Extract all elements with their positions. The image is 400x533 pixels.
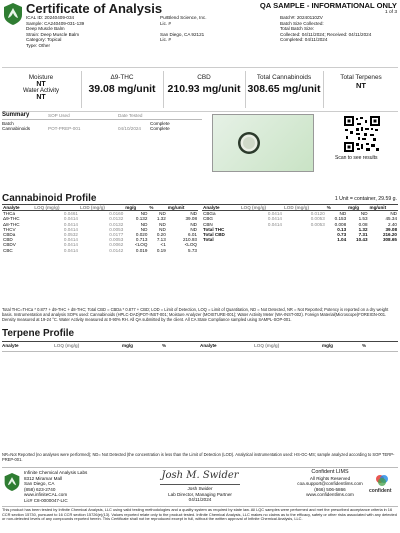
table-cell: 0.0142	[109, 247, 124, 253]
meta-line: Batch#: 20240110ZV	[280, 15, 323, 20]
summary-row-name: Cannabinoids	[2, 126, 31, 131]
table-cell: 0.0414	[63, 216, 78, 222]
col-loq: LOQ (mg/g)	[240, 205, 283, 211]
table-cell: 0.713	[135, 237, 148, 243]
table-cell: 1.32	[156, 216, 166, 222]
table-cell	[283, 237, 326, 242]
summary-row-date: 04/10/2024	[118, 126, 141, 131]
table-cell: 0.08	[358, 221, 368, 227]
meta-line: Lic. #	[160, 20, 171, 26]
moisture-label: Moisture	[28, 74, 54, 81]
meta-line: PurBlend Science, Inc.	[160, 15, 207, 20]
col-percent: %	[148, 205, 166, 211]
table-cell: 1.32	[358, 226, 368, 232]
confident-email-link[interactable]: coa.support@confidentlims.com	[297, 481, 363, 487]
table-cell: Total THC	[203, 226, 225, 232]
col-percent: %	[362, 343, 367, 348]
table-cell: ND	[140, 221, 148, 227]
table-cell: ND	[159, 211, 166, 217]
bottom-note: NR=Not Reported (no analyses were performed); ND= Not Detected (the concentration is less than the Limit of Detection (LOD). Analytical instrumentation used: HS-GC-MS; sample analyzed according to SOP TERP-PREP-001.	[2, 452, 395, 462]
table-cell: ND	[190, 211, 197, 217]
table-cell: 0.13	[337, 226, 347, 232]
qr-code-icon[interactable]	[344, 116, 380, 152]
lab-address-line: San Diego, CA	[24, 481, 55, 487]
client-meta	[160, 15, 206, 43]
table-cell: 0.0132	[109, 221, 124, 227]
col-analyte: Analyte	[2, 343, 19, 348]
date-tested-header: Date Tested	[118, 113, 143, 118]
cannabinoid-right-body	[202, 211, 398, 243]
col-lod: LOD (mg/g)	[79, 205, 124, 211]
col-analyte: Analyte	[200, 343, 217, 348]
total-terpenes-cell	[324, 68, 398, 111]
meta-line: Batch Size Collected:	[280, 20, 324, 26]
table-row	[2, 248, 198, 253]
confident-lims-block	[290, 470, 370, 498]
table-cell: 0.0414	[63, 242, 78, 248]
table-cell: 0.132	[135, 216, 148, 222]
cannabinoid-table-right	[202, 205, 398, 242]
table-cell: 39.08	[185, 216, 197, 222]
table-row	[202, 237, 398, 242]
table-cell: CBC	[3, 247, 13, 253]
terpene-profile-title: Terpene Profile	[2, 328, 75, 339]
meta-line: Total Batch Size:	[280, 26, 315, 32]
table-cell: ND	[360, 211, 368, 217]
water-activity-value: NT	[36, 94, 46, 101]
table-cell: Δ8-THC	[3, 221, 20, 227]
table-cell	[240, 237, 283, 242]
table-cell: 0.0414	[267, 211, 282, 217]
col-mgg: mg/g	[322, 343, 333, 348]
table-cell: 45.34	[385, 216, 397, 222]
product-photo	[212, 114, 314, 172]
table-cell: 10.43	[356, 237, 368, 243]
total-terpenes-label: Total Terpenes	[340, 74, 382, 81]
page-number: 1 of 3	[384, 10, 397, 15]
cannabinoid-left-body	[2, 211, 198, 253]
cannabinoid-table-left	[2, 205, 198, 253]
signature: Josh M. Swider	[161, 470, 239, 481]
table-cell: ND	[140, 226, 148, 232]
table-cell: 0.0132	[109, 216, 124, 222]
sop-used-header: SOP Used	[48, 113, 70, 118]
col-mgunit: mg/unit	[167, 205, 198, 211]
col-lod: LOD (mg/g)	[283, 205, 326, 211]
meta-line: Type: Other	[26, 42, 51, 48]
table-cell: 0.0053	[109, 226, 124, 232]
col-analyte: Analyte	[2, 205, 33, 211]
table-cell: ND	[190, 221, 197, 227]
table-cell: 0.0053	[109, 237, 124, 243]
table-cell: 0.0414	[63, 247, 78, 253]
table-cell: 0.0177	[109, 232, 124, 238]
table-cell: 0.019	[135, 247, 148, 253]
table-cell: 0.153	[334, 216, 347, 222]
table-cell: 0.0414	[267, 216, 282, 222]
cbd-value: 210.93 mg/unit	[167, 83, 241, 95]
lab-address-line: Lic# C8-0000047-LIC	[24, 497, 68, 503]
table-cell: 2.40	[388, 221, 397, 227]
col-mgg: mg/g	[122, 343, 133, 348]
meta-line: Sample: CA240409-031-139	[26, 20, 85, 26]
thc-label: Δ9-THC	[110, 74, 134, 81]
table-cell: 0.0414	[63, 237, 78, 243]
total-terpenes-value: NT	[356, 81, 366, 90]
col-percent: %	[326, 205, 347, 211]
table-cell: Total CBD	[203, 232, 225, 238]
scan-caption: Scan to see results	[335, 155, 378, 161]
lab-address-line: 8312 Miramar Mall	[24, 475, 63, 481]
table-cell: 0.0062	[109, 242, 124, 248]
lab-address-line: (858) 623-2740	[24, 486, 56, 492]
table-cell: 0.0053	[310, 221, 325, 227]
meta-line: Lic. #	[160, 37, 171, 43]
table-cell: 0.20	[156, 232, 166, 238]
lab-name: Infinite Chemical Analysis Labs	[24, 470, 88, 475]
col-mgg: mg/g	[347, 205, 368, 211]
col-loq: LOQ (mg/g)	[254, 343, 280, 348]
meta-line: Deep Muscle Balm	[26, 26, 65, 32]
table-cell: 0.0414	[63, 226, 78, 232]
col-loq: LOQ (mg/g)	[33, 205, 79, 211]
balm-jar-icon	[213, 115, 313, 171]
results-summary	[2, 67, 398, 112]
lab-website-link[interactable]: www.infiniteCAL.com	[24, 492, 68, 498]
table-cell: 0.0160	[109, 211, 124, 217]
confident-logo-icon	[374, 473, 390, 487]
table-cell: ND	[339, 211, 347, 217]
table-cell: CBD	[3, 237, 13, 243]
table-cell: ND	[140, 211, 148, 217]
meta-line: Collected: 04/11/2024; Received: 04/11/2024	[280, 31, 372, 37]
table-cell: 0.0053	[310, 216, 325, 222]
confident-line: (866) 506-5866	[314, 486, 346, 492]
batch-meta	[280, 15, 371, 43]
table-cell: ND	[190, 226, 197, 232]
total-cannabinoids-label: Total Cannabinoids	[256, 74, 312, 81]
meta-line: San Diego, CA 92121	[160, 31, 205, 37]
table-cell: THCV	[3, 226, 16, 232]
cannabinoid-footnote: Total THC=THCa * 0.877 + d9-THC + d8-THC; Total CBD = CBDa * 0.877 + CBD; LOD = Limit of Detection, LOQ = Limit of Quantitation, ND = Not Detected, NR = Not Reported; Potency is reported on a dry weight basis. Instrumentation and analysis SOPs used: Cannabinoids (HPLC-DAD)POT-INST-001; Moisture Analyzer (MOISTURE-001); Water Activity Meter (WA-INST-002). Foreign Material(Microscope)FOREIGN-001. Density measured at 19-24 °C. Water Activity measured at 0-90% RH. All QA submitted by the client. All CA State Compliance sampled using SAMPL-SOP-001.	[2, 307, 389, 322]
table-cell: 0.008	[334, 221, 347, 227]
summary-row-sop: POT-PREP-001	[48, 126, 81, 131]
table-cell: CBG	[203, 216, 213, 222]
table-cell: 6.01	[188, 232, 197, 238]
lab-logo-icon	[3, 472, 21, 492]
confident-line: All Rights Reserved	[309, 475, 351, 481]
total-cannabinoids-value: 308.65 mg/unit	[247, 83, 321, 95]
confident-brand: confident	[369, 488, 392, 494]
table-cell: 7.31	[358, 232, 368, 238]
table-cell: CBN	[203, 221, 213, 227]
meta-line: Completed: 04/11/2024	[280, 37, 328, 43]
thc-cell	[82, 68, 162, 111]
table-cell: 1.04	[337, 237, 347, 243]
lab-contact	[24, 470, 87, 504]
confident-title: Confident LIMS	[311, 469, 349, 475]
page-title: Certificate of Analysis	[26, 1, 163, 16]
col-mgg: mg/g	[124, 205, 148, 211]
total-cannabinoids-cell	[246, 68, 322, 111]
table-cell: Δ9-THC	[3, 216, 20, 222]
thc-value: 39.08 mg/unit	[88, 83, 156, 95]
unit-note: 1 Unit = container, 29.59 g.	[334, 196, 397, 202]
summary-row-status: Complete	[150, 126, 170, 131]
signer-block	[140, 486, 260, 503]
table-cell: 0.0414	[267, 221, 282, 227]
table-cell: 0.73	[337, 232, 347, 238]
table-cell: CBGa	[203, 211, 216, 217]
summary-row-name: Batch	[2, 121, 14, 126]
moisture-value: NT	[36, 81, 46, 88]
summary-title: Summary	[2, 112, 30, 118]
table-cell: <LOQ	[184, 242, 197, 248]
table-cell: 0.020	[135, 232, 148, 238]
table-cell: ND	[390, 211, 397, 217]
table-cell: 7.13	[156, 237, 166, 243]
qa-banner: QA SAMPLE - INFORMATIONAL ONLY	[259, 1, 397, 10]
disclaimer: This product has been tested by Infinite Chemical Analysis, LLC using valid testing methodologies and a quality system as required by state law. All LQC samples were performed and met the prescribed acceptance criteria in 16 CCR section 15730, pursuant to 16 CCR section 15726(e)(13). Values reported relate only to the product tested. Infinite Chemical Analysis, LLC makes no claims as to the efficacy, safety or other risks associated with any detected or non-detected levels of any compounds reported herein. This Certificate shall not be reproduced except in full, without the written approval of Infinite Chemical Analysis, LLC.	[2, 507, 397, 522]
table-cell: CBDa	[3, 232, 16, 238]
meta-line: ICAL ID: 20240409-034	[26, 15, 75, 20]
cbd-label: CBD	[197, 74, 211, 81]
lab-logo-icon	[2, 2, 24, 26]
table-cell: <LOQ	[135, 242, 148, 248]
confident-website-link[interactable]: www.confidentlims.com	[306, 492, 354, 498]
meta-line: Category: Topical	[26, 37, 62, 43]
table-cell: 0.19	[156, 247, 166, 253]
col-mgunit: mg/unit	[369, 205, 398, 211]
table-cell: 308.65	[382, 237, 397, 243]
summary-row-status: Complete	[150, 121, 170, 126]
table-cell: 0.0414	[63, 221, 78, 227]
col-percent: %	[162, 343, 167, 348]
table-cell: Total	[203, 237, 214, 243]
table-cell: 1.53	[358, 216, 368, 222]
cbd-cell	[164, 68, 244, 111]
cannabinoid-profile-title: Cannabinoid Profile	[2, 193, 97, 204]
table-cell: THCa	[3, 211, 15, 217]
meta-line: Strain: Deep Muscle Balm	[26, 31, 80, 37]
signer-title: Lab Director, Managing Partner	[168, 491, 232, 497]
table-cell: 0.0120	[310, 211, 325, 217]
moisture-cell	[2, 68, 80, 111]
table-cell: ND	[159, 221, 166, 227]
sign-date: 04/11/2024	[188, 497, 212, 503]
table-cell: 0.0461	[63, 211, 78, 217]
table-cell: 210.93	[182, 237, 197, 243]
table-cell: ND	[159, 226, 166, 232]
table-cell: 216.20	[382, 232, 397, 238]
col-loq: LOQ (mg/g)	[54, 343, 80, 348]
signer-name: Josh Swider	[187, 486, 213, 491]
table-cell: 0.0532	[63, 232, 78, 238]
sample-meta	[26, 15, 84, 49]
table-cell: CBDV	[3, 242, 16, 248]
table-cell: <1	[160, 242, 166, 248]
table-cell: 5.73	[188, 247, 197, 253]
table-cell: 39.08	[385, 226, 397, 232]
col-analyte: Analyte	[202, 205, 240, 211]
water-activity-label: Water Activity	[22, 88, 60, 94]
